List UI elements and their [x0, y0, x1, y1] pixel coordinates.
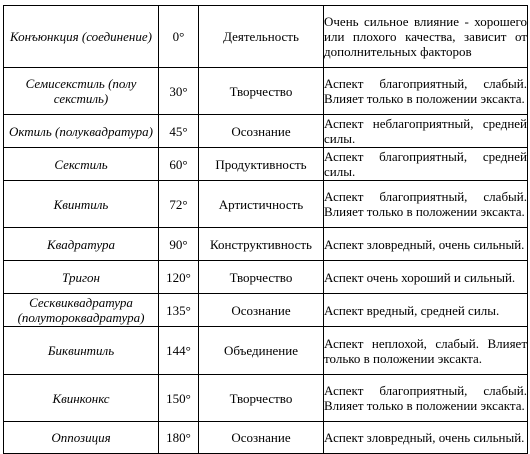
aspect-activity: Осознание: [199, 422, 324, 454]
aspect-degree: 72°: [159, 181, 199, 228]
aspect-name: Квадратура: [4, 228, 159, 261]
aspect-description: Аспект благоприятный, слабый. Влияет только в положении эксакта.: [324, 375, 528, 422]
table-row: [4, 327, 528, 375]
table-row: [4, 294, 528, 327]
aspect-degree: 150°: [159, 375, 199, 422]
aspect-degree: 45°: [159, 115, 199, 148]
aspect-name: Октиль (полуквадратура): [4, 115, 159, 148]
table-row: [4, 148, 528, 181]
aspect-description: Аспект зловредный, очень сильный.: [324, 422, 528, 454]
aspect-name: Биквинтиль: [4, 327, 159, 375]
aspect-description: Аспект благоприятный, слабый. Влияет только в положении эксакта.: [324, 68, 528, 115]
aspect-degree: 0°: [159, 6, 199, 68]
aspect-name: Квинтиль: [4, 181, 159, 228]
aspect-name: Тригон: [4, 261, 159, 294]
aspect-description: Аспект очень хороший и сильный.: [324, 261, 528, 294]
aspect-activity: Творчество: [199, 68, 324, 115]
aspect-degree: 180°: [159, 422, 199, 454]
aspect-activity: Творчество: [199, 261, 324, 294]
table-row: [4, 261, 528, 294]
table-row: [4, 115, 528, 148]
table-row: [4, 422, 528, 454]
table-row: [4, 6, 528, 68]
aspects-table: [3, 5, 528, 454]
aspect-activity: Артистичность: [199, 181, 324, 228]
table-row: [4, 228, 528, 261]
aspect-degree: 135°: [159, 294, 199, 327]
aspect-description: Аспект неблагоприятный, средней силы.: [324, 116, 527, 146]
aspect-degree: 30°: [159, 68, 199, 115]
aspect-description: Аспект благоприятный, слабый. Влияет только в положении эксакта.: [324, 181, 528, 228]
aspect-description: Аспект зловредный, очень сильный.: [324, 228, 528, 261]
aspect-activity: Осознание: [199, 294, 324, 327]
aspect-name: Сесквиквадратура (полутороквадратура): [4, 294, 159, 327]
aspect-degree: 144°: [159, 327, 199, 375]
aspect-activity: Деятельность: [199, 6, 324, 68]
table-row: [4, 375, 528, 422]
aspect-name: Секстиль: [4, 148, 159, 181]
aspect-activity: Объединение: [199, 327, 324, 375]
aspect-name: Семисекстиль (полу секстиль): [4, 68, 159, 115]
table-row: [4, 181, 528, 228]
table-row: [4, 68, 528, 115]
aspect-description: Очень сильное влияние - хорошего или плохого качества, зависит от дополнительных факторов: [324, 6, 528, 68]
aspect-name: Квинконкс: [4, 375, 159, 422]
aspect-activity: Продуктивность: [199, 148, 324, 181]
aspect-degree: 120°: [159, 261, 199, 294]
aspect-activity: Конструктивность: [199, 228, 324, 261]
aspect-description: Аспект вредный, средней силы.: [324, 294, 528, 327]
aspect-degree: 60°: [159, 148, 199, 181]
aspect-activity: Творчество: [199, 375, 324, 422]
aspect-name: Конъюнкция (соединение): [4, 6, 159, 68]
aspect-description: Аспект неплохой, слабый. Влияет только в положении эксакта.: [324, 327, 528, 375]
aspect-degree: 90°: [159, 228, 199, 261]
aspect-name: Оппозиция: [4, 422, 159, 454]
aspect-activity: Осознание: [199, 115, 324, 148]
aspect-description: Аспект благоприятный, средней силы.: [324, 149, 527, 179]
